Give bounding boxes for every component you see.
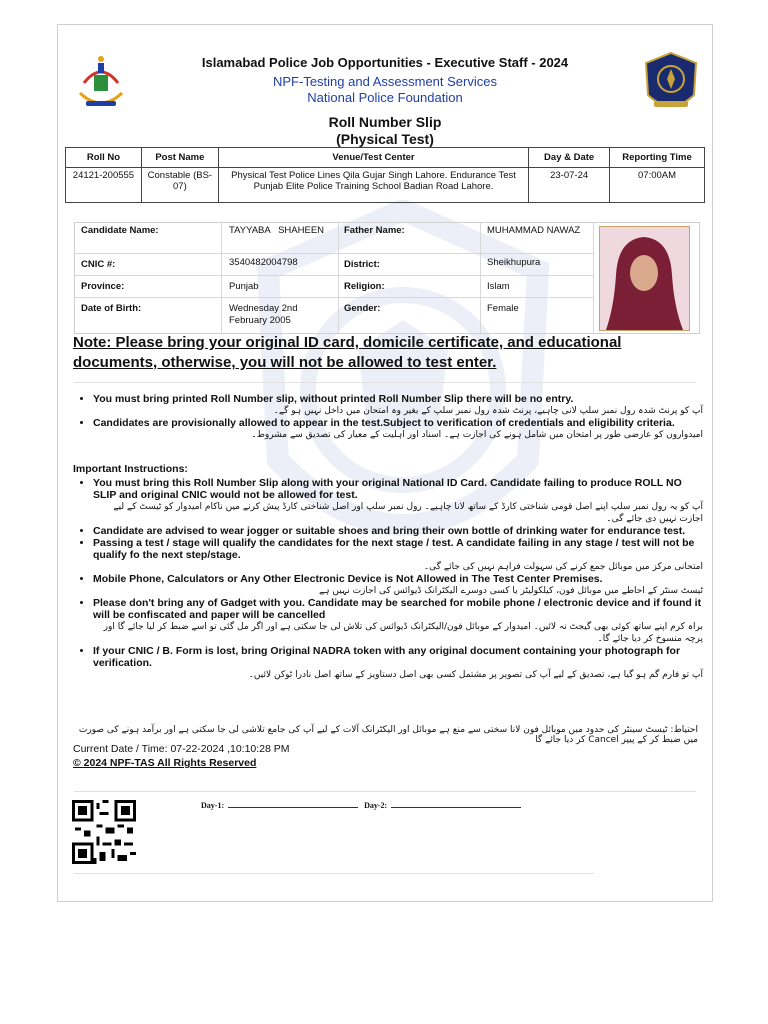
list-item bbox=[93, 417, 703, 441]
divider bbox=[221, 223, 222, 333]
instruction-english: Mobile Phone, Calculators or Any Other Electronic Device is Not Allowed in The Test Center Premises. bbox=[93, 573, 603, 585]
note-text: Note: Please bring your original ID card, domicile certificate, and educational documents, otherwise, you will not be allowed to test enter. bbox=[73, 334, 622, 371]
important-instructions-heading: Important Instructions: bbox=[73, 463, 188, 475]
instructions-list bbox=[73, 477, 703, 681]
test-type: (Physical Test) bbox=[336, 131, 434, 147]
divider bbox=[480, 223, 481, 333]
current-date-time: Current Date / Time: 07-22-2024 ,10:10:28 PM bbox=[73, 743, 290, 755]
gender-label: Gender: bbox=[344, 303, 381, 314]
list-item bbox=[93, 573, 703, 597]
entry-rules-list bbox=[73, 393, 703, 441]
dob-label: Date of Birth: bbox=[81, 303, 142, 314]
candidate-name-value: TAYYABA SHAHEEN bbox=[229, 225, 325, 236]
date-value: 23-07-24 bbox=[529, 168, 610, 203]
province-value: Punjab bbox=[229, 281, 259, 292]
district-label: District: bbox=[344, 259, 380, 270]
list-item bbox=[93, 477, 703, 525]
divider bbox=[75, 275, 593, 276]
list-item bbox=[93, 525, 703, 537]
instruction-english: Candidate are advised to wear jogger or suitable shoes and bring their own bottle of drinking water for endurance test. bbox=[93, 525, 686, 537]
day1-signature-line bbox=[228, 807, 358, 808]
foundation-name: National Police Foundation bbox=[307, 90, 463, 105]
copyright: © 2024 NPF-TAS All Rights Reserved bbox=[73, 757, 257, 769]
day1-label: Day-1: bbox=[201, 801, 225, 810]
list-item bbox=[93, 393, 703, 417]
rule-english: You must bring printed Roll Number slip, without printed Roll Number Slip there will be no entry. bbox=[93, 393, 574, 405]
rule-urdu: امیدواروں کو عارضی طور پر امتحان میں شامل ہونے کی اجازت ہے۔ اسناد اور اہلیت کے معیار کی تصدیق سے مشروط۔ bbox=[251, 430, 703, 440]
table-row bbox=[66, 168, 705, 203]
roll-number-table bbox=[65, 147, 705, 203]
instruction-urdu: براہ کرم اپنے ساتھ کوئی بھی گیجٹ نہ لائیں۔ امیدوار کے موبائل فون/الیکٹرانک ڈیوائس کی تلاش لی جا سکتی ہے اور اگر مل گئی تو اسے ضبط کر لیا جائے گا اور پرچہ منسوخ کر دیا جائے گا۔ bbox=[103, 622, 703, 644]
dob-value: Wednesday 2nd February 2005 bbox=[229, 303, 298, 326]
rule-urdu: آپ کو پرنٹ شدہ رول نمبر سلپ لانی چاہیے، پرنٹ شدہ رول نمبر سلپ کے بغیر وہ امتحان میں داخل نہیں ہو گے۔ bbox=[273, 406, 703, 416]
religion-label: Religion: bbox=[344, 281, 385, 292]
religion-value: Islam bbox=[487, 281, 510, 292]
day2-label: Day-2: bbox=[364, 801, 388, 810]
list-item bbox=[93, 537, 703, 573]
post-name-value: Constable (BS-07) bbox=[141, 168, 218, 203]
roll-slip-page bbox=[57, 24, 713, 902]
cnic-value: 3540482004798 bbox=[229, 257, 298, 268]
cnic-label: CNIC #: bbox=[81, 259, 116, 270]
header-day-date: Day & Date bbox=[529, 148, 610, 168]
header-reporting-time: Reporting Time bbox=[610, 148, 705, 168]
table-header-row bbox=[66, 148, 705, 168]
list-item bbox=[93, 597, 703, 645]
divider bbox=[75, 297, 593, 298]
caution-urdu: احتیاط: ٹیسٹ سینٹر کی حدود میں موبائل فون لانا سختی سے منع ہے موبائل اور الیکٹرانک آلات کے لیے آپ کی جامع تلاشی لی جا سکتی ہے اور برآمد ہونے کی صورت میں ضبط کر کے پیپر Cancel کر دیا جائے گا bbox=[78, 725, 698, 745]
reporting-time-value: 07:00AM bbox=[610, 168, 705, 203]
district-value: Sheikhupura bbox=[487, 257, 541, 268]
divider bbox=[74, 791, 696, 792]
divider bbox=[74, 382, 696, 383]
organization-name: NPF-Testing and Assessment Services bbox=[273, 74, 497, 89]
father-name-value: MUHAMMAD NAWAZ bbox=[487, 225, 581, 236]
header-post-name: Post Name bbox=[141, 148, 218, 168]
day2-signature-line bbox=[391, 807, 521, 808]
candidate-name-label: Candidate Name: bbox=[81, 225, 159, 236]
divider bbox=[75, 253, 593, 254]
instruction-urdu: آپ تو فارم گم ہو گیا ہے، تصدیق کے لیے آپ کی تصویر پر مشتمل کسی بھی اصل دستاویز کے ساتھ اصل نادرا ٹوکن لائیں۔ bbox=[248, 670, 703, 680]
rule-english: Candidates are provisionally allowed to appear in the test.Subject to verification of credentials and eligibility criteria. bbox=[93, 417, 675, 429]
instruction-urdu: امتحانی مرکز میں موبائل جمع کرنے کی سہولت فراہم نہیں کی جائے گی۔ bbox=[423, 562, 703, 572]
instruction-urdu: ٹیسٹ سنٹر کے احاطے میں موبائل فون، کیلکولیٹر یا کسی دوسرے الیکٹرانک ڈیوائس کی اجازت نہیں ہے bbox=[318, 586, 703, 596]
divider bbox=[593, 223, 594, 333]
roll-no-value: 24121-200555 bbox=[66, 168, 142, 203]
father-name-label: Father Name: bbox=[344, 225, 405, 236]
header-venue: Venue/Test Center bbox=[218, 148, 528, 168]
instruction-english: If your CNIC / B. Form is lost, bring Original NADRA token with any original document containing your photograph for verification. bbox=[93, 645, 681, 669]
candidate-info-box bbox=[74, 222, 700, 334]
signature-fields bbox=[201, 801, 525, 810]
gender-value: Female bbox=[487, 303, 519, 314]
list-item bbox=[93, 645, 703, 681]
instruction-english: Please don't bring any of Gadget with you. Candidate may be searched for mobile phone / electronic device and if found it will be confiscated and paper will be cancelled bbox=[93, 597, 702, 621]
document-title: Islamabad Police Job Opportunities - Executive Staff - 2024 bbox=[201, 55, 569, 70]
candidate-photo bbox=[599, 226, 690, 331]
venue-value: Physical Test Police Lines Qila Gujar Singh Lahore. Endurance Test Punjab Elite Police Training School Badian Road Lahore. bbox=[218, 168, 528, 203]
instruction-urdu: آپ کو یہ رول نمبر سلپ اپنے اصل قومی شناختی کارڈ کے ساتھ لانا چاہیے۔ رول نمبر سلپ اور اصل شناختی کارڈ پیش کرنے میں ناکام امیدوار کو ٹیسٹ کے لیے اجازت نہیں دی جائے گی۔ bbox=[113, 502, 703, 524]
instruction-english: Passing a test / stage will qualify the candidates for the next stage / test. A candidate failing in any stage / test will not be qualify fo the next step/stage. bbox=[93, 537, 695, 561]
divider bbox=[338, 223, 339, 333]
qr-code bbox=[72, 800, 136, 864]
instruction-english: You must bring this Roll Number Slip along with your original National ID Card. Candidate failing to produce ROLL NO SLIP and original CNIC would not be allowed for test. bbox=[93, 477, 682, 501]
province-label: Province: bbox=[81, 281, 125, 292]
header-roll-no: Roll No bbox=[66, 148, 142, 168]
divider bbox=[74, 873, 594, 874]
slip-title: Roll Number Slip bbox=[328, 114, 442, 130]
